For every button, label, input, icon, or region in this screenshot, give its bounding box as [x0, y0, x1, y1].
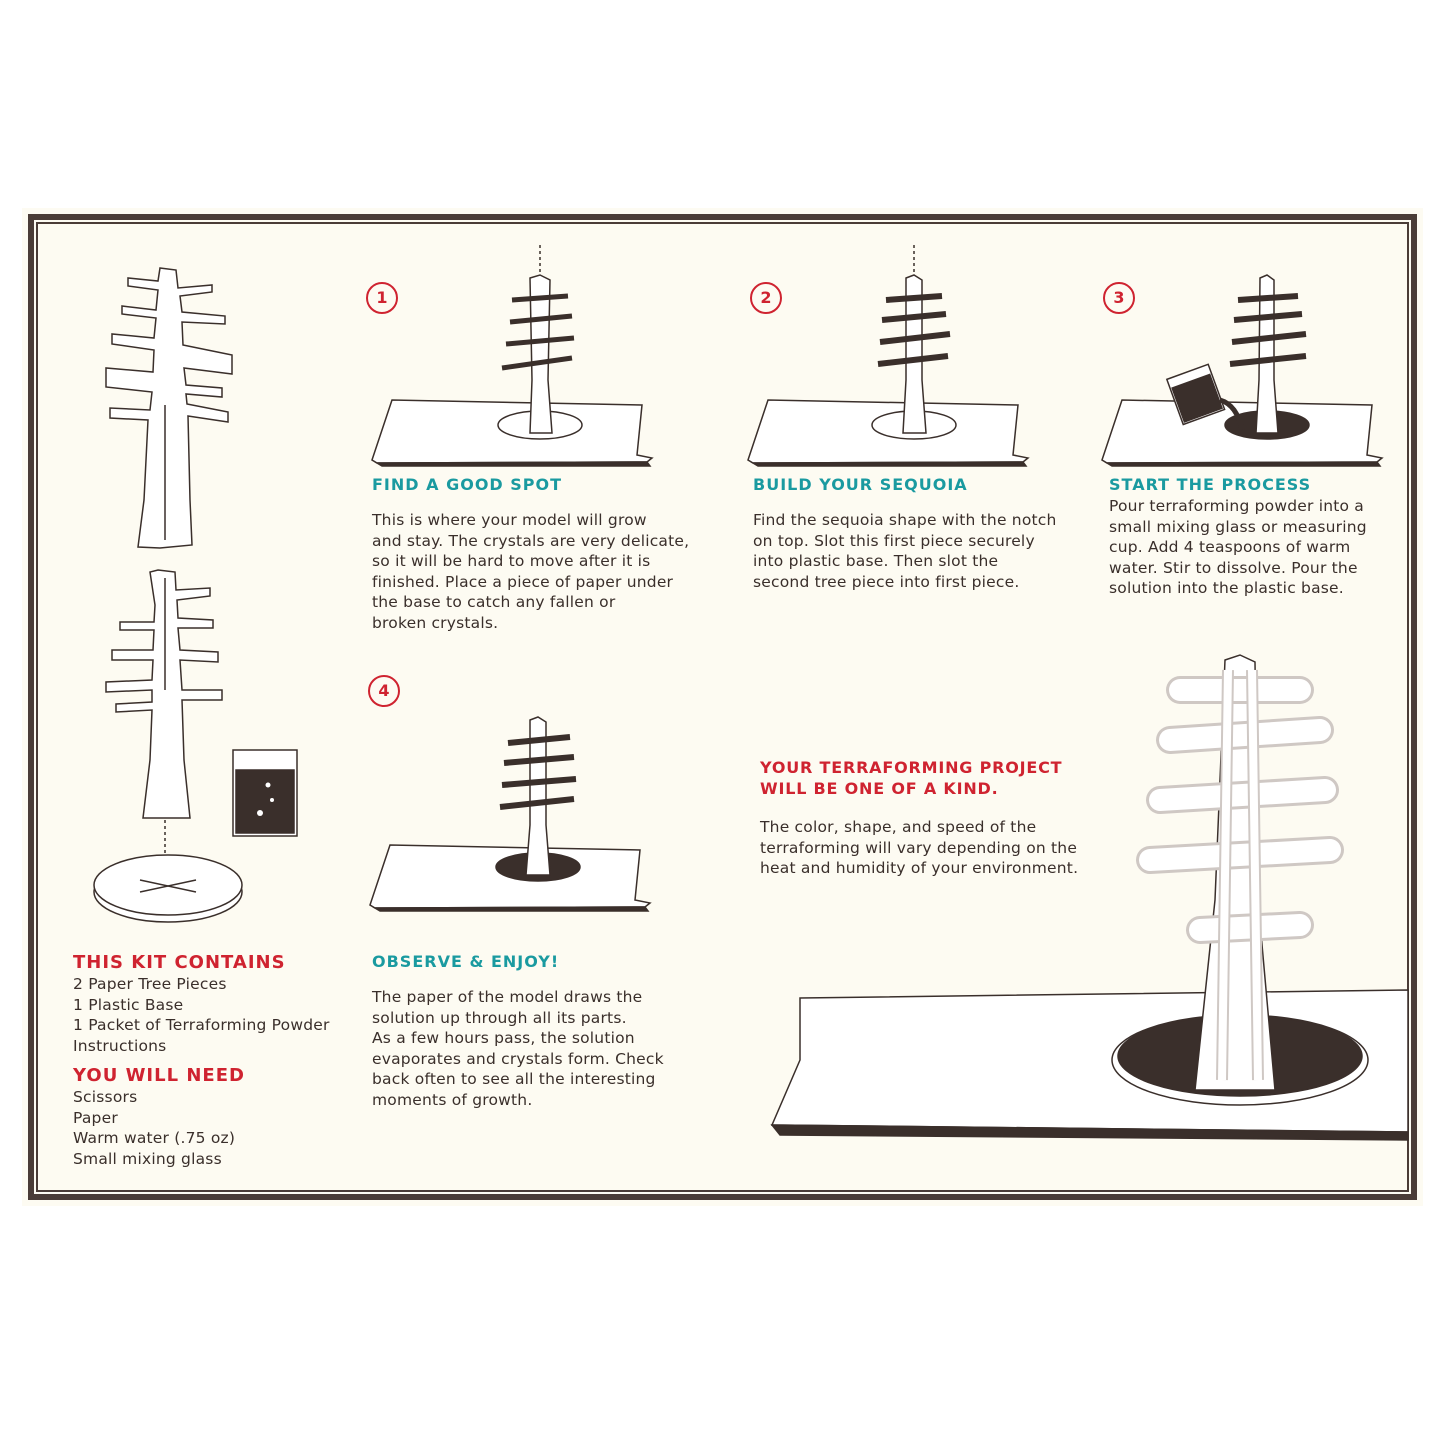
step4-illustration [370, 717, 650, 911]
step-2-title: BUILD YOUR SEQUOIA [753, 475, 968, 494]
kit-item: 1 Plastic Base [73, 995, 184, 1014]
plastic-base-illustration [94, 855, 242, 922]
kit-list [73, 974, 353, 1056]
step1-illustration [372, 245, 652, 466]
powder-packet-illustration [233, 750, 297, 836]
step-4-text: The paper of the model draws the solution up through all its parts. As a few hours pass, the solution evaporates and crystals form. Check back often to see all the interesting moments of growth. [372, 988, 664, 1109]
need-list [73, 1087, 353, 1169]
kit-item: 2 Paper Tree Pieces [73, 975, 227, 993]
step-4-number: 4 [368, 675, 400, 707]
need-item: Paper [73, 1108, 118, 1127]
project-heading-line1: YOUR TERRAFORMING PROJECT [760, 758, 1063, 777]
kit-item: 1 Packet of Terraforming Powder [73, 1016, 330, 1034]
project-text: The color, shape, and speed of the terraforming will vary depending on the heat and humidity of your environment. [760, 818, 1079, 877]
need-item: Scissors [73, 1088, 138, 1106]
step-3-text: Pour terraforming powder into a small mixing glass or measuring cup. Add 4 teaspoons of warm water. Stir to dissolve. Pour the solution into the plastic base. [1109, 497, 1367, 597]
step-2-number: 2 [750, 282, 782, 314]
kit-heading: THIS KIT CONTAINS [73, 952, 286, 973]
need-heading: YOU WILL NEED [73, 1065, 245, 1086]
step-1-title: FIND A GOOD SPOT [372, 475, 563, 494]
step-1-number: 1 [366, 282, 398, 314]
step-4-title: OBSERVE & ENJOY! [372, 952, 560, 971]
tree-piece-2-illustration [106, 570, 222, 860]
step-3-title: START THE PROCESS [1109, 475, 1312, 494]
step2-illustration [748, 245, 1028, 466]
kit-item: Instructions [73, 1036, 167, 1055]
project-heading-line2: WILL BE ONE OF A KIND. [760, 779, 999, 798]
need-item: Warm water (.75 oz) [73, 1129, 236, 1147]
crystal-tree-illustration [772, 655, 1408, 1140]
tree-piece-1-illustration [106, 268, 232, 548]
step-2-text: Find the sequoia shape with the notch on top. Slot this first piece securely into plastic base. Then slot the second tree piece into first piece. [753, 511, 1057, 591]
step-1-text: This is where your model will grow and stay. The crystals are very delicate, so it will be hard to move after it is finished. Place a piece of paper under the base to catch any fallen or broken crystals. [372, 511, 690, 632]
need-item: Small mixing glass [73, 1149, 222, 1168]
step-3-number: 3 [1103, 282, 1135, 314]
step3-illustration [1102, 275, 1382, 466]
